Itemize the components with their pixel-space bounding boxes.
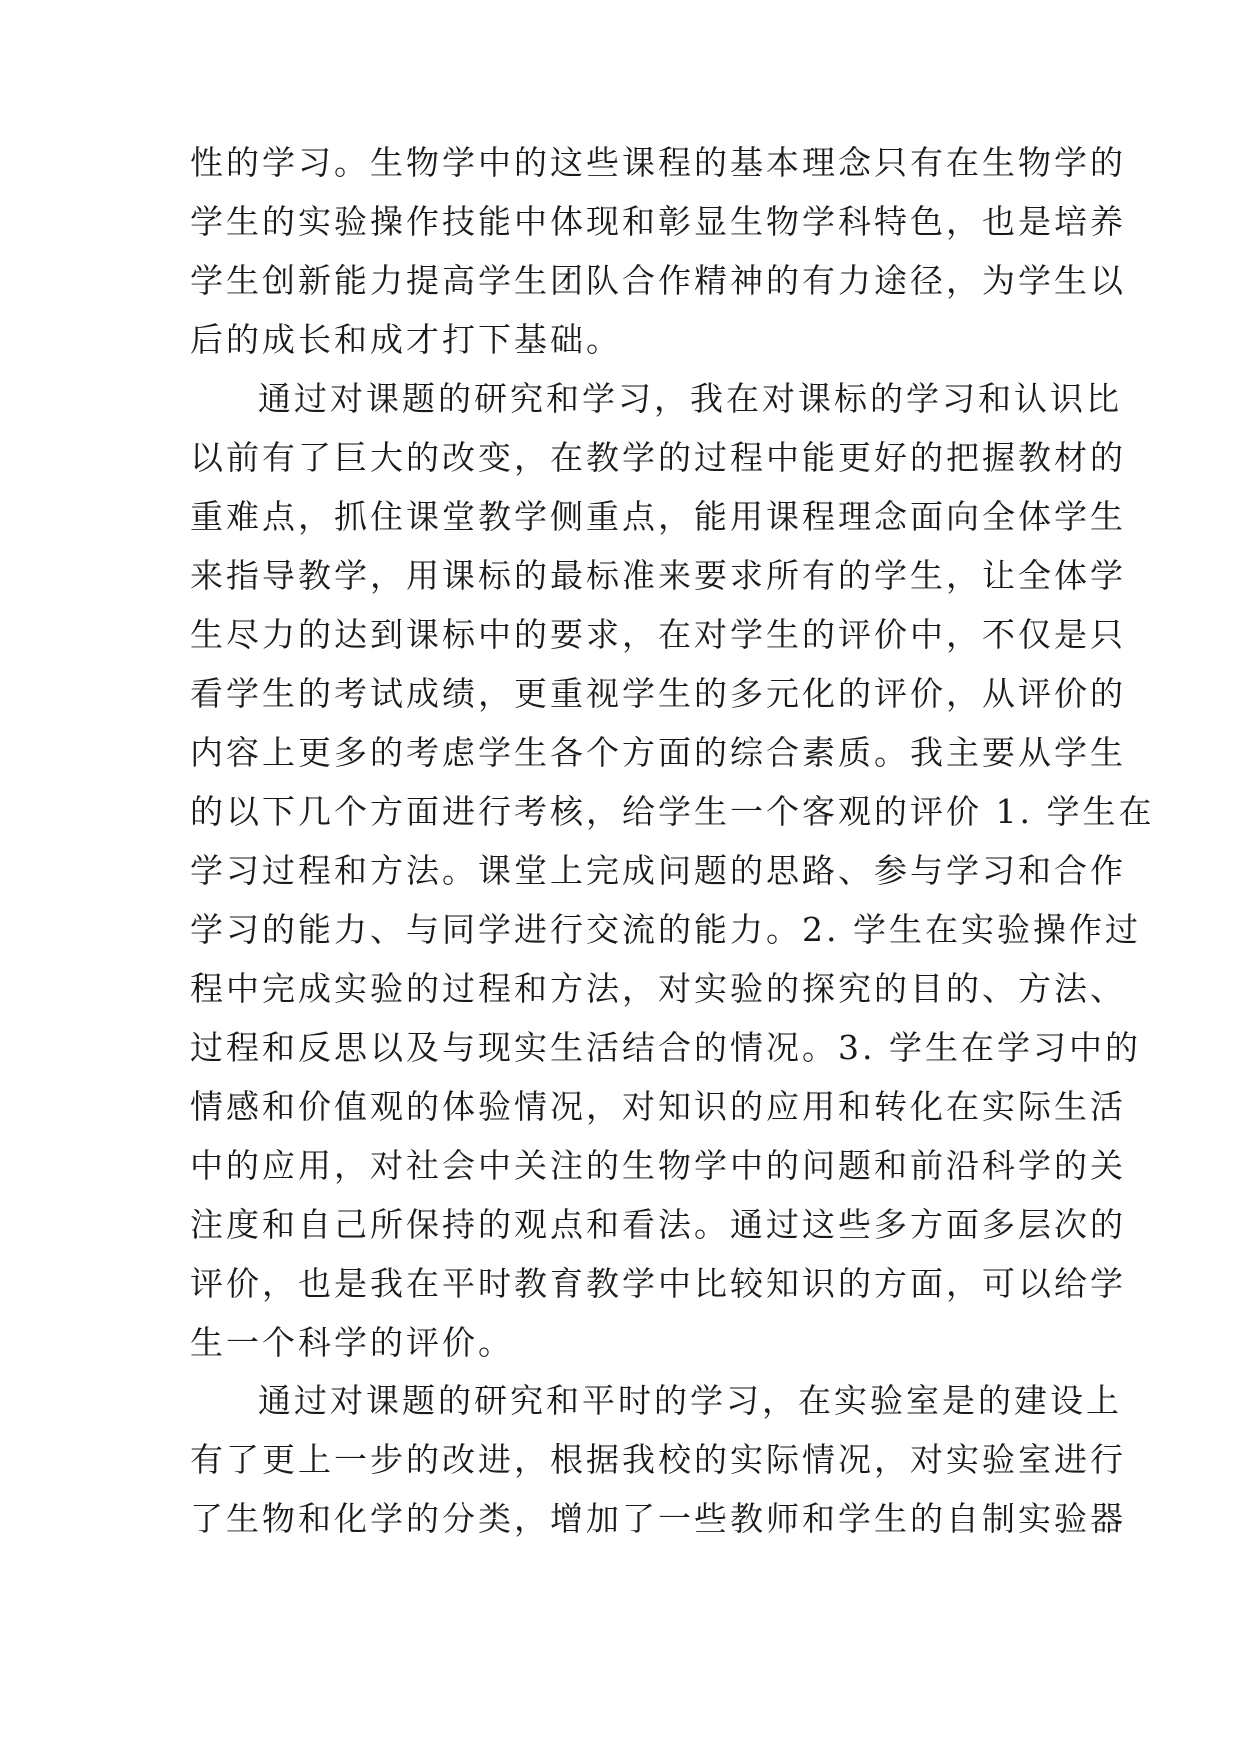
text-line: 性的学习。生物学中的这些课程的基本理念只有在生物学的	[190, 143, 1126, 182]
text-line: 学习过程和方法。课堂上完成问题的思路、参与学习和合作	[190, 851, 1126, 890]
text-line: 以前有了巨大的改变，在教学的过程中能更好的把握教材的	[190, 438, 1126, 477]
text-line: 注度和自己所保持的观点和看法。通过这些多方面多层次的	[190, 1205, 1126, 1244]
text-line: 中的应用，对社会中关注的生物学中的问题和前沿科学的关	[190, 1146, 1126, 1185]
text-line: 过程和反思以及与现实生活结合的情况。3. 学生在学习中的	[190, 1028, 1141, 1067]
text-line: 的以下几个方面进行考核，给学生一个客观的评价 1. 学生在	[190, 792, 1155, 831]
text-line: 看学生的考试成绩，更重视学生的多元化的评价，从评价的	[190, 674, 1126, 713]
text-line: 评价，也是我在平时教育教学中比较知识的方面，可以给学	[190, 1264, 1126, 1303]
paragraph-2	[190, 369, 1155, 1372]
text-line: 通过对课题的研究和学习，我在对课标的学习和认识比	[258, 379, 1122, 418]
text-line: 重难点，抓住课堂教学侧重点，能用课程理念面向全体学生	[190, 497, 1126, 536]
text-line: 情感和价值观的体验情况，对知识的应用和转化在实际生活	[190, 1087, 1126, 1126]
text-line: 学习的能力、与同学进行交流的能力。2. 学生在实验操作过	[190, 910, 1141, 949]
text-line: 学生创新能力提高学生团队合作精神的有力途径，为学生以	[190, 261, 1126, 300]
text-line: 有了更上一步的改进，根据我校的实际情况，对实验室进行	[190, 1440, 1126, 1479]
text-line: 程中完成实验的过程和方法，对实验的探究的目的、方法、	[190, 969, 1126, 1008]
text-line: 通过对课题的研究和平时的学习，在实验室是的建设上	[258, 1381, 1122, 1420]
paragraph-3	[190, 1371, 1126, 1548]
text-line: 生一个科学的评价。	[190, 1323, 514, 1362]
text-line: 来指导教学，用课标的最标准来要求所有的学生，让全体学	[190, 556, 1126, 595]
text-line: 生尽力的达到课标中的要求，在对学生的评价中，不仅是只	[190, 615, 1126, 654]
text-line: 内容上更多的考虑学生各个方面的综合素质。我主要从学生	[190, 733, 1126, 772]
paragraph-1	[190, 133, 1126, 369]
text-line: 后的成长和成才打下基础。	[190, 320, 622, 359]
text-line: 学生的实验操作技能中体现和彰显生物学科特色，也是培养	[190, 202, 1126, 241]
text-line: 了生物和化学的分类，增加了一些教师和学生的自制实验器	[190, 1499, 1126, 1538]
